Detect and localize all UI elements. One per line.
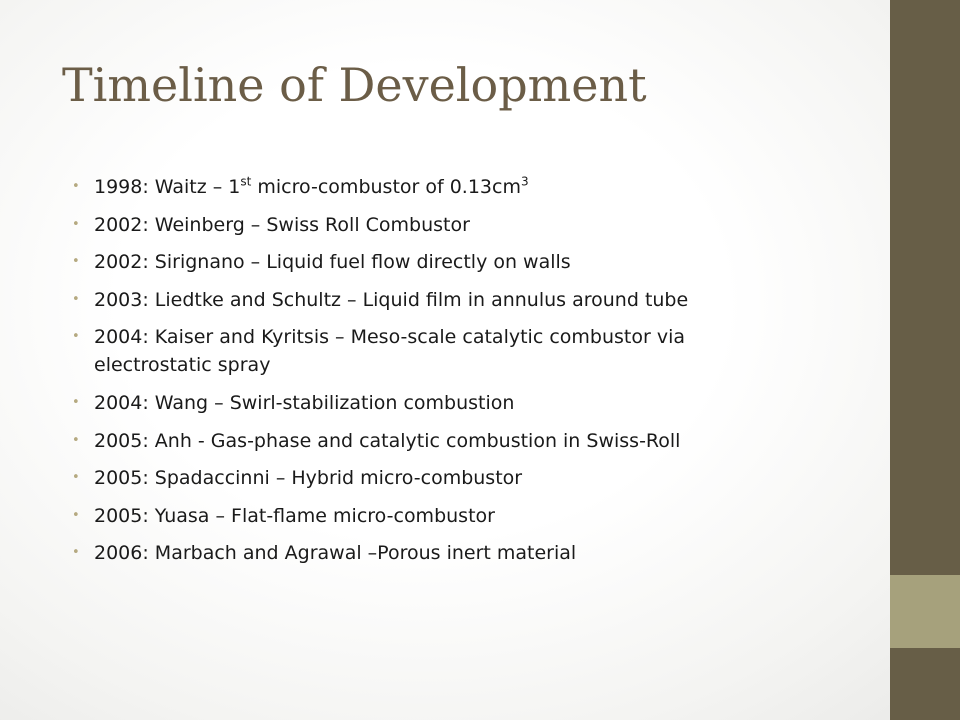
bullet-text: 2005: Spadaccinni – Hybrid micro-combustor: [94, 467, 523, 489]
bullet-text: 2004: Wang – Swirl-stabilization combustion: [94, 392, 515, 414]
bullet-item-2003-liedtke-schultz: [72, 286, 792, 314]
bullet-icon: •: [72, 545, 80, 560]
bullet-item-2004-kaiser-kyritsis: [72, 323, 792, 379]
bullet-item-2002-weinberg: [72, 211, 792, 239]
bullet-text: 2002: Weinberg – Swiss Roll Combustor: [94, 213, 470, 236]
bullet-icon: •: [72, 395, 80, 410]
bullet-text: [94, 176, 529, 198]
superscript-ordinal: st: [240, 174, 252, 189]
bullet-text-part: 1998: Waitz – 1: [94, 176, 241, 198]
bullet-icon: •: [72, 507, 80, 523]
bullet-item-2005-anh: [72, 427, 792, 455]
bullet-icon: •: [72, 179, 80, 194]
bullet-icon: •: [72, 216, 80, 232]
bullet-text: 2005: Yuasa – Flat-flame micro-combustor: [94, 504, 495, 527]
bullet-text: 2004: Kaiser and Kyritsis – Meso-scale catalytic combustor via electrostatic spray: [94, 326, 685, 376]
bullet-item-1998-waitz: [72, 173, 792, 201]
bullet-item-2005-yuasa: [72, 502, 792, 530]
bullet-text-part: micro-combustor of 0.13cm: [251, 176, 521, 198]
sidebar-accent-middle: [890, 575, 960, 648]
bullet-item-2005-spadaccinni: [72, 464, 792, 492]
bullet-list: [72, 173, 792, 577]
bullet-text: 2006: Marbach and Agrawal –Porous inert material: [94, 542, 577, 564]
sidebar-accent-top: [890, 0, 960, 575]
bullet-item-2006-marbach-agrawal: [72, 539, 792, 567]
bullet-item-2002-sirignano: [72, 248, 792, 276]
bullet-icon: •: [72, 291, 80, 307]
sidebar-accent-bottom: [890, 648, 960, 720]
bullet-text: 2005: Anh - Gas-phase and catalytic combustion in Swiss-Roll: [94, 429, 681, 452]
bullet-item-2004-wang: [72, 389, 792, 417]
bullet-text: 2002: Sirignano – Liquid fuel flow directly on walls: [94, 251, 571, 273]
bullet-icon: •: [72, 254, 80, 269]
superscript-exponent: 3: [520, 174, 529, 189]
bullet-icon: •: [72, 432, 80, 448]
bullet-icon: •: [72, 329, 80, 344]
bullet-icon: •: [72, 470, 80, 485]
bullet-text: 2003: Liedtke and Schultz – Liquid film in annulus around tube: [94, 288, 689, 311]
slide-title: Timeline of Development: [62, 58, 647, 112]
